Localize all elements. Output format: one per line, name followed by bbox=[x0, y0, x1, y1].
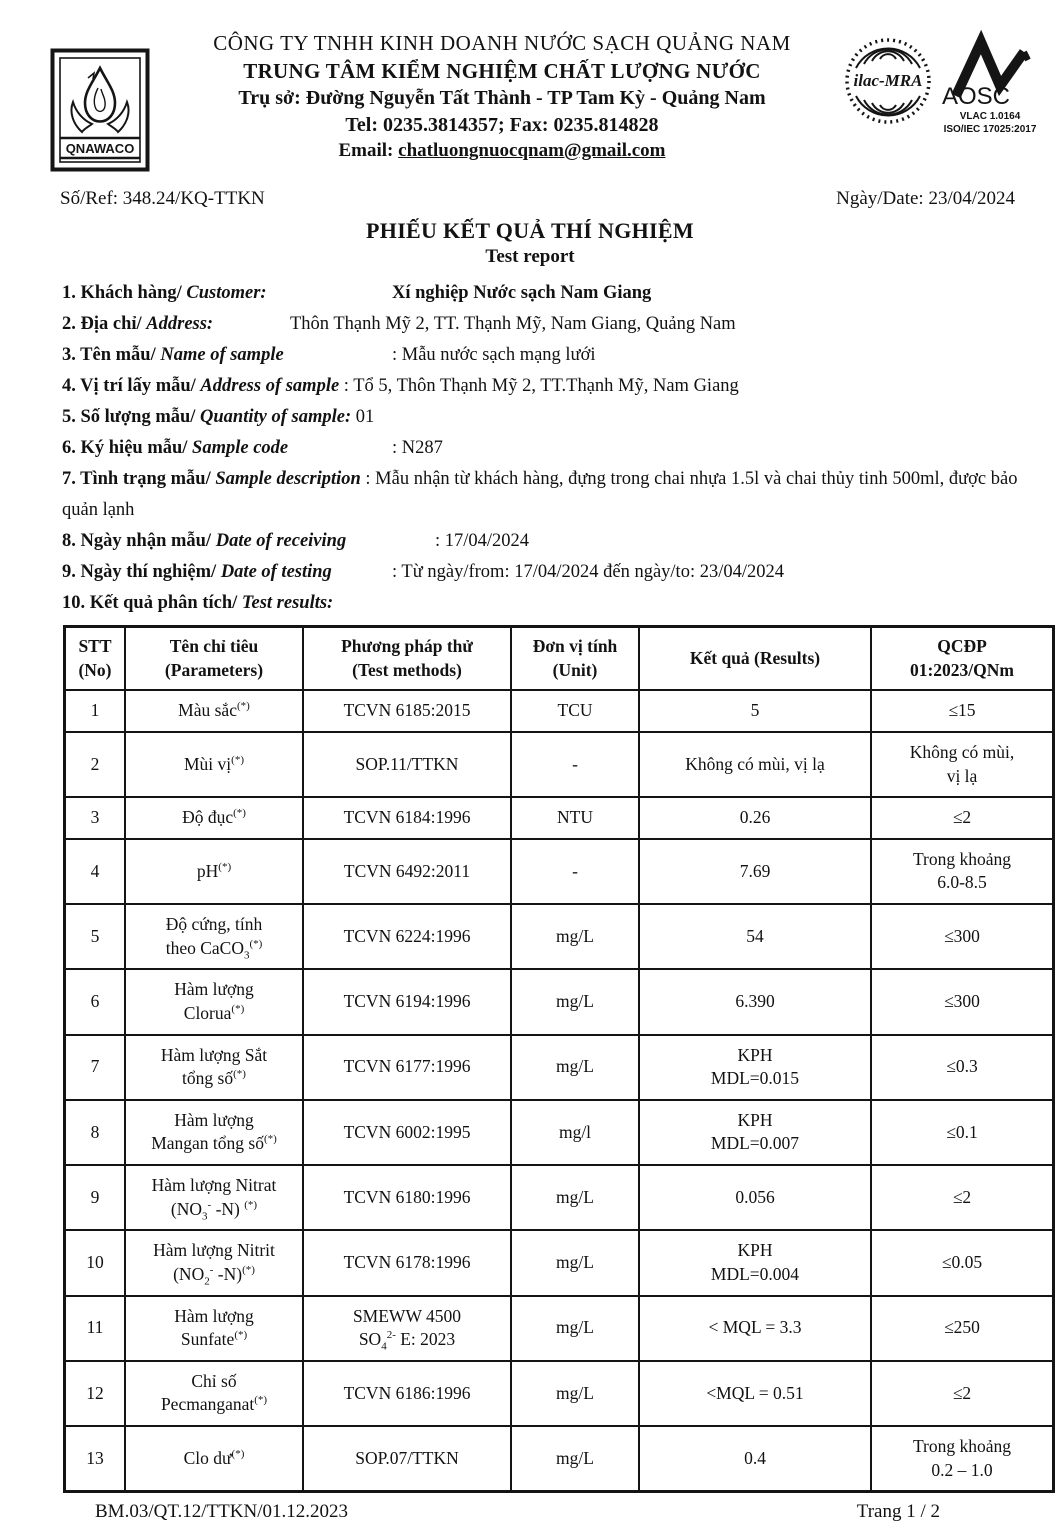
col-header-no: STT (No) bbox=[65, 627, 126, 691]
cell-no: 10 bbox=[65, 1230, 126, 1295]
cell-unit: mg/L bbox=[511, 904, 639, 969]
tel-fax: Tel: 0235.3814357; Fax: 0235.814828 bbox=[345, 113, 659, 136]
page-footer bbox=[0, 1493, 1060, 1523]
cell-limit: ≤2 bbox=[871, 797, 1054, 839]
cell-unit: mg/L bbox=[511, 1035, 639, 1100]
info-date-testing: 9. Ngày thí nghiệm/ Date of testing : Từ ngày/from: 17/04/2024 đến ngày/to: 23/04/2024 bbox=[62, 562, 784, 582]
cell-parameter: Độ cứng, tính theo CaCO$_3$(*) bbox=[125, 904, 303, 969]
cell-limit: ≤300 bbox=[871, 904, 1054, 969]
cell-method: TCVN 6177:1996 bbox=[303, 1035, 511, 1100]
cell-method: SMEWW 4500 $SO_4^{2-}$ E: 2023 bbox=[303, 1296, 511, 1361]
col-header-limit: QCĐP 01:2023/QNm bbox=[871, 627, 1054, 691]
aosc-iso-code: ISO/IEC 17025:2017 bbox=[943, 124, 1037, 135]
col-header-unit: Đơn vị tính (Unit) bbox=[511, 627, 639, 691]
cell-method: SOP.11/TTKN bbox=[303, 732, 511, 797]
cell-method: SOP.07/TTKN bbox=[303, 1426, 511, 1492]
cell-result: 5 bbox=[639, 690, 871, 732]
cell-result: 7.69 bbox=[639, 839, 871, 904]
cell-unit: mg/L bbox=[511, 1361, 639, 1426]
cell-limit: ≤300 bbox=[871, 969, 1054, 1034]
cell-unit: mg/L bbox=[511, 969, 639, 1034]
info-customer: 1. Khách hàng/ Customer: Xí nghiệp Nước sạch Nam Giang bbox=[62, 283, 652, 303]
cell-result: 0.056 bbox=[639, 1165, 871, 1230]
svg-text:AOSC: AOSC bbox=[942, 83, 1011, 110]
sample-info-list bbox=[0, 268, 1060, 619]
cell-method: TCVN 6002:1995 bbox=[303, 1100, 511, 1165]
cell-no: 7 bbox=[65, 1035, 126, 1100]
ilac-mra-icon bbox=[842, 34, 934, 136]
report-header bbox=[0, 0, 1060, 172]
cell-result: KPH MDL=0.015 bbox=[639, 1035, 871, 1100]
table-row bbox=[65, 1361, 1054, 1426]
info-test-results-heading: 10. Kết quả phân tích/ Test results: bbox=[62, 593, 334, 613]
cell-limit: Trong khoảng 6.0-8.5 bbox=[871, 839, 1054, 904]
cell-method: TCVN 6184:1996 bbox=[303, 797, 511, 839]
info-address: 2. Địa chỉ/ Address: Thôn Thạnh Mỹ 2, TT. Thạnh Mỹ, Nam Giang, Quảng Nam bbox=[62, 314, 736, 334]
cell-result: 6.390 bbox=[639, 969, 871, 1034]
aosc-icon bbox=[940, 34, 1040, 136]
cell-limit: ≤2 bbox=[871, 1165, 1054, 1230]
table-row bbox=[65, 1035, 1054, 1100]
cell-parameter: Hàm lượng Sunfate(*) bbox=[125, 1296, 303, 1361]
cell-method: TCVN 6492:2011 bbox=[303, 839, 511, 904]
cell-limit: ≤2 bbox=[871, 1361, 1054, 1426]
table-row bbox=[65, 690, 1054, 732]
info-sample-code: 6. Ký hiệu mẫu/ Sample code : N287 bbox=[62, 438, 443, 458]
table-row bbox=[65, 1100, 1054, 1165]
cell-parameter: Hàm lượng Sắt tổng số(*) bbox=[125, 1035, 303, 1100]
cell-method: TCVN 6194:1996 bbox=[303, 969, 511, 1034]
cell-parameter: Màu sắc(*) bbox=[125, 690, 303, 732]
cell-method: TCVN 6180:1996 bbox=[303, 1165, 511, 1230]
svg-text:QNAWACO: QNAWACO bbox=[65, 141, 135, 156]
info-sample-name: 3. Tên mẫu/ Name of sample : Mẫu nước sạch mạng lưới bbox=[62, 345, 596, 365]
table-row bbox=[65, 1230, 1054, 1295]
cell-limit: Không có mùi, vị lạ bbox=[871, 732, 1054, 797]
footer-page-number: Trang 1 / 2 bbox=[856, 1501, 940, 1523]
cell-unit: mg/L bbox=[511, 1230, 639, 1295]
cell-no: 2 bbox=[65, 732, 126, 797]
col-header-parameters: Tên chỉ tiêu (Parameters) bbox=[125, 627, 303, 691]
cell-no: 1 bbox=[65, 690, 126, 732]
cell-result: <MQL = 0.51 bbox=[639, 1361, 871, 1426]
head-office-address: Trụ sở: Đường Nguyễn Tất Thành - TP Tam Kỳ - Quảng Nam bbox=[238, 87, 766, 110]
results-table bbox=[63, 625, 1055, 1493]
cell-method: TCVN 6224:1996 bbox=[303, 904, 511, 969]
cell-parameter: pH(*) bbox=[125, 839, 303, 904]
cell-unit: TCU bbox=[511, 690, 639, 732]
report-title-en: Test report bbox=[485, 246, 575, 267]
meta-row bbox=[0, 172, 1060, 210]
svg-text:ilac-MRA: ilac-MRA bbox=[853, 71, 923, 90]
cell-no: 5 bbox=[65, 904, 126, 969]
table-row bbox=[65, 969, 1054, 1034]
results-table-header-row bbox=[65, 627, 1054, 691]
cell-result: 54 bbox=[639, 904, 871, 969]
cell-limit: ≤0.05 bbox=[871, 1230, 1054, 1295]
cell-unit: - bbox=[511, 732, 639, 797]
col-header-methods: Phương pháp thử (Test methods) bbox=[303, 627, 511, 691]
table-row bbox=[65, 797, 1054, 839]
cell-result: < MQL = 3.3 bbox=[639, 1296, 871, 1361]
cell-result: KPH MDL=0.007 bbox=[639, 1100, 871, 1165]
cell-unit: mg/L bbox=[511, 1426, 639, 1492]
cell-parameter: Hàm lượng Mangan tổng số(*) bbox=[125, 1100, 303, 1165]
cell-parameter: Chỉ số Pecmanganat(*) bbox=[125, 1361, 303, 1426]
info-sample-address: 4. Vị trí lấy mẫu/ Address of sample : Tổ 5, Thôn Thạnh Mỹ 2, TT.Thạnh Mỹ, Nam Giang bbox=[62, 376, 739, 396]
cell-limit: ≤15 bbox=[871, 690, 1054, 732]
cell-no: 4 bbox=[65, 839, 126, 904]
email-label: Email: bbox=[338, 140, 394, 162]
center-name: TRUNG TÂM KIỂM NGHIỆM CHẤT LƯỢNG NƯỚC bbox=[243, 58, 761, 83]
cell-result: 0.26 bbox=[639, 797, 871, 839]
info-sample-quantity: 5. Số lượng mẫu/ Quantity of sample: 01 bbox=[62, 407, 375, 427]
table-row bbox=[65, 839, 1054, 904]
cell-unit: mg/L bbox=[511, 1296, 639, 1361]
info-sample-description: 7. Tình trạng mẫu/ Sample description : Mẫu nhận từ khách hàng, đựng trong chai nhựa 1.5l và chai thủy tinh 500ml, được bảo quản lạnh bbox=[62, 469, 1018, 520]
company-name: CÔNG TY TNHH KINH DOANH NƯỚC SẠCH QUẢNG NAM bbox=[213, 31, 791, 55]
cell-no: 3 bbox=[65, 797, 126, 839]
cell-unit: NTU bbox=[511, 797, 639, 839]
email-address: chatluongnuocqnam@gmail.com bbox=[398, 140, 666, 162]
table-row bbox=[65, 1165, 1054, 1230]
table-row bbox=[65, 1426, 1054, 1492]
table-row bbox=[65, 1296, 1054, 1361]
qnawaco-logo-icon bbox=[50, 26, 162, 172]
table-row bbox=[65, 904, 1054, 969]
cell-limit: ≤0.1 bbox=[871, 1100, 1054, 1165]
cell-parameter: Hàm lượng Nitrat ($NO_3^-$ -N) (*) bbox=[125, 1165, 303, 1230]
cell-parameter: Độ đục(*) bbox=[125, 797, 303, 839]
ref-number: Số/Ref: 348.24/KQ-TTKN bbox=[60, 188, 265, 209]
aosc-vlac-code: VLAC 1.0164 bbox=[959, 111, 1021, 122]
report-date: Ngày/Date: 23/04/2024 bbox=[836, 188, 1015, 209]
col-header-results: Kết quả (Results) bbox=[639, 627, 871, 691]
email-line bbox=[162, 138, 842, 163]
info-date-receiving: 8. Ngày nhận mẫu/ Date of receiving : 17/04/2024 bbox=[62, 531, 530, 551]
cell-parameter: Hàm lượng Clorua(*) bbox=[125, 969, 303, 1034]
cell-method: TCVN 6185:2015 bbox=[303, 690, 511, 732]
table-row bbox=[65, 732, 1054, 797]
cell-result: 0.4 bbox=[639, 1426, 871, 1492]
cell-limit: Trong khoảng 0.2 – 1.0 bbox=[871, 1426, 1054, 1492]
cell-method: TCVN 6178:1996 bbox=[303, 1230, 511, 1295]
report-title-vi: PHIẾU KẾT QUẢ THÍ NGHIỆM bbox=[366, 218, 694, 243]
accreditation-marks bbox=[842, 26, 1042, 136]
organization-block bbox=[162, 26, 842, 163]
cell-no: 8 bbox=[65, 1100, 126, 1165]
cell-unit: mg/l bbox=[511, 1100, 639, 1165]
footer-form-code: BM.03/QT.12/TTKN/01.12.2023 bbox=[95, 1501, 348, 1523]
cell-parameter: Hàm lượng Nitrit ($NO_2^-$ -N)(*) bbox=[125, 1230, 303, 1295]
cell-method: TCVN 6186:1996 bbox=[303, 1361, 511, 1426]
cell-unit: mg/L bbox=[511, 1165, 639, 1230]
cell-no: 11 bbox=[65, 1296, 126, 1361]
cell-result: Không có mùi, vị lạ bbox=[639, 732, 871, 797]
cell-parameter: Clo dư(*) bbox=[125, 1426, 303, 1492]
cell-no: 9 bbox=[65, 1165, 126, 1230]
cell-limit: ≤250 bbox=[871, 1296, 1054, 1361]
cell-result: KPH MDL=0.004 bbox=[639, 1230, 871, 1295]
cell-no: 6 bbox=[65, 969, 126, 1034]
cell-parameter: Mùi vị(*) bbox=[125, 732, 303, 797]
cell-no: 12 bbox=[65, 1361, 126, 1426]
cell-limit: ≤0.3 bbox=[871, 1035, 1054, 1100]
cell-unit: - bbox=[511, 839, 639, 904]
cell-no: 13 bbox=[65, 1426, 126, 1492]
